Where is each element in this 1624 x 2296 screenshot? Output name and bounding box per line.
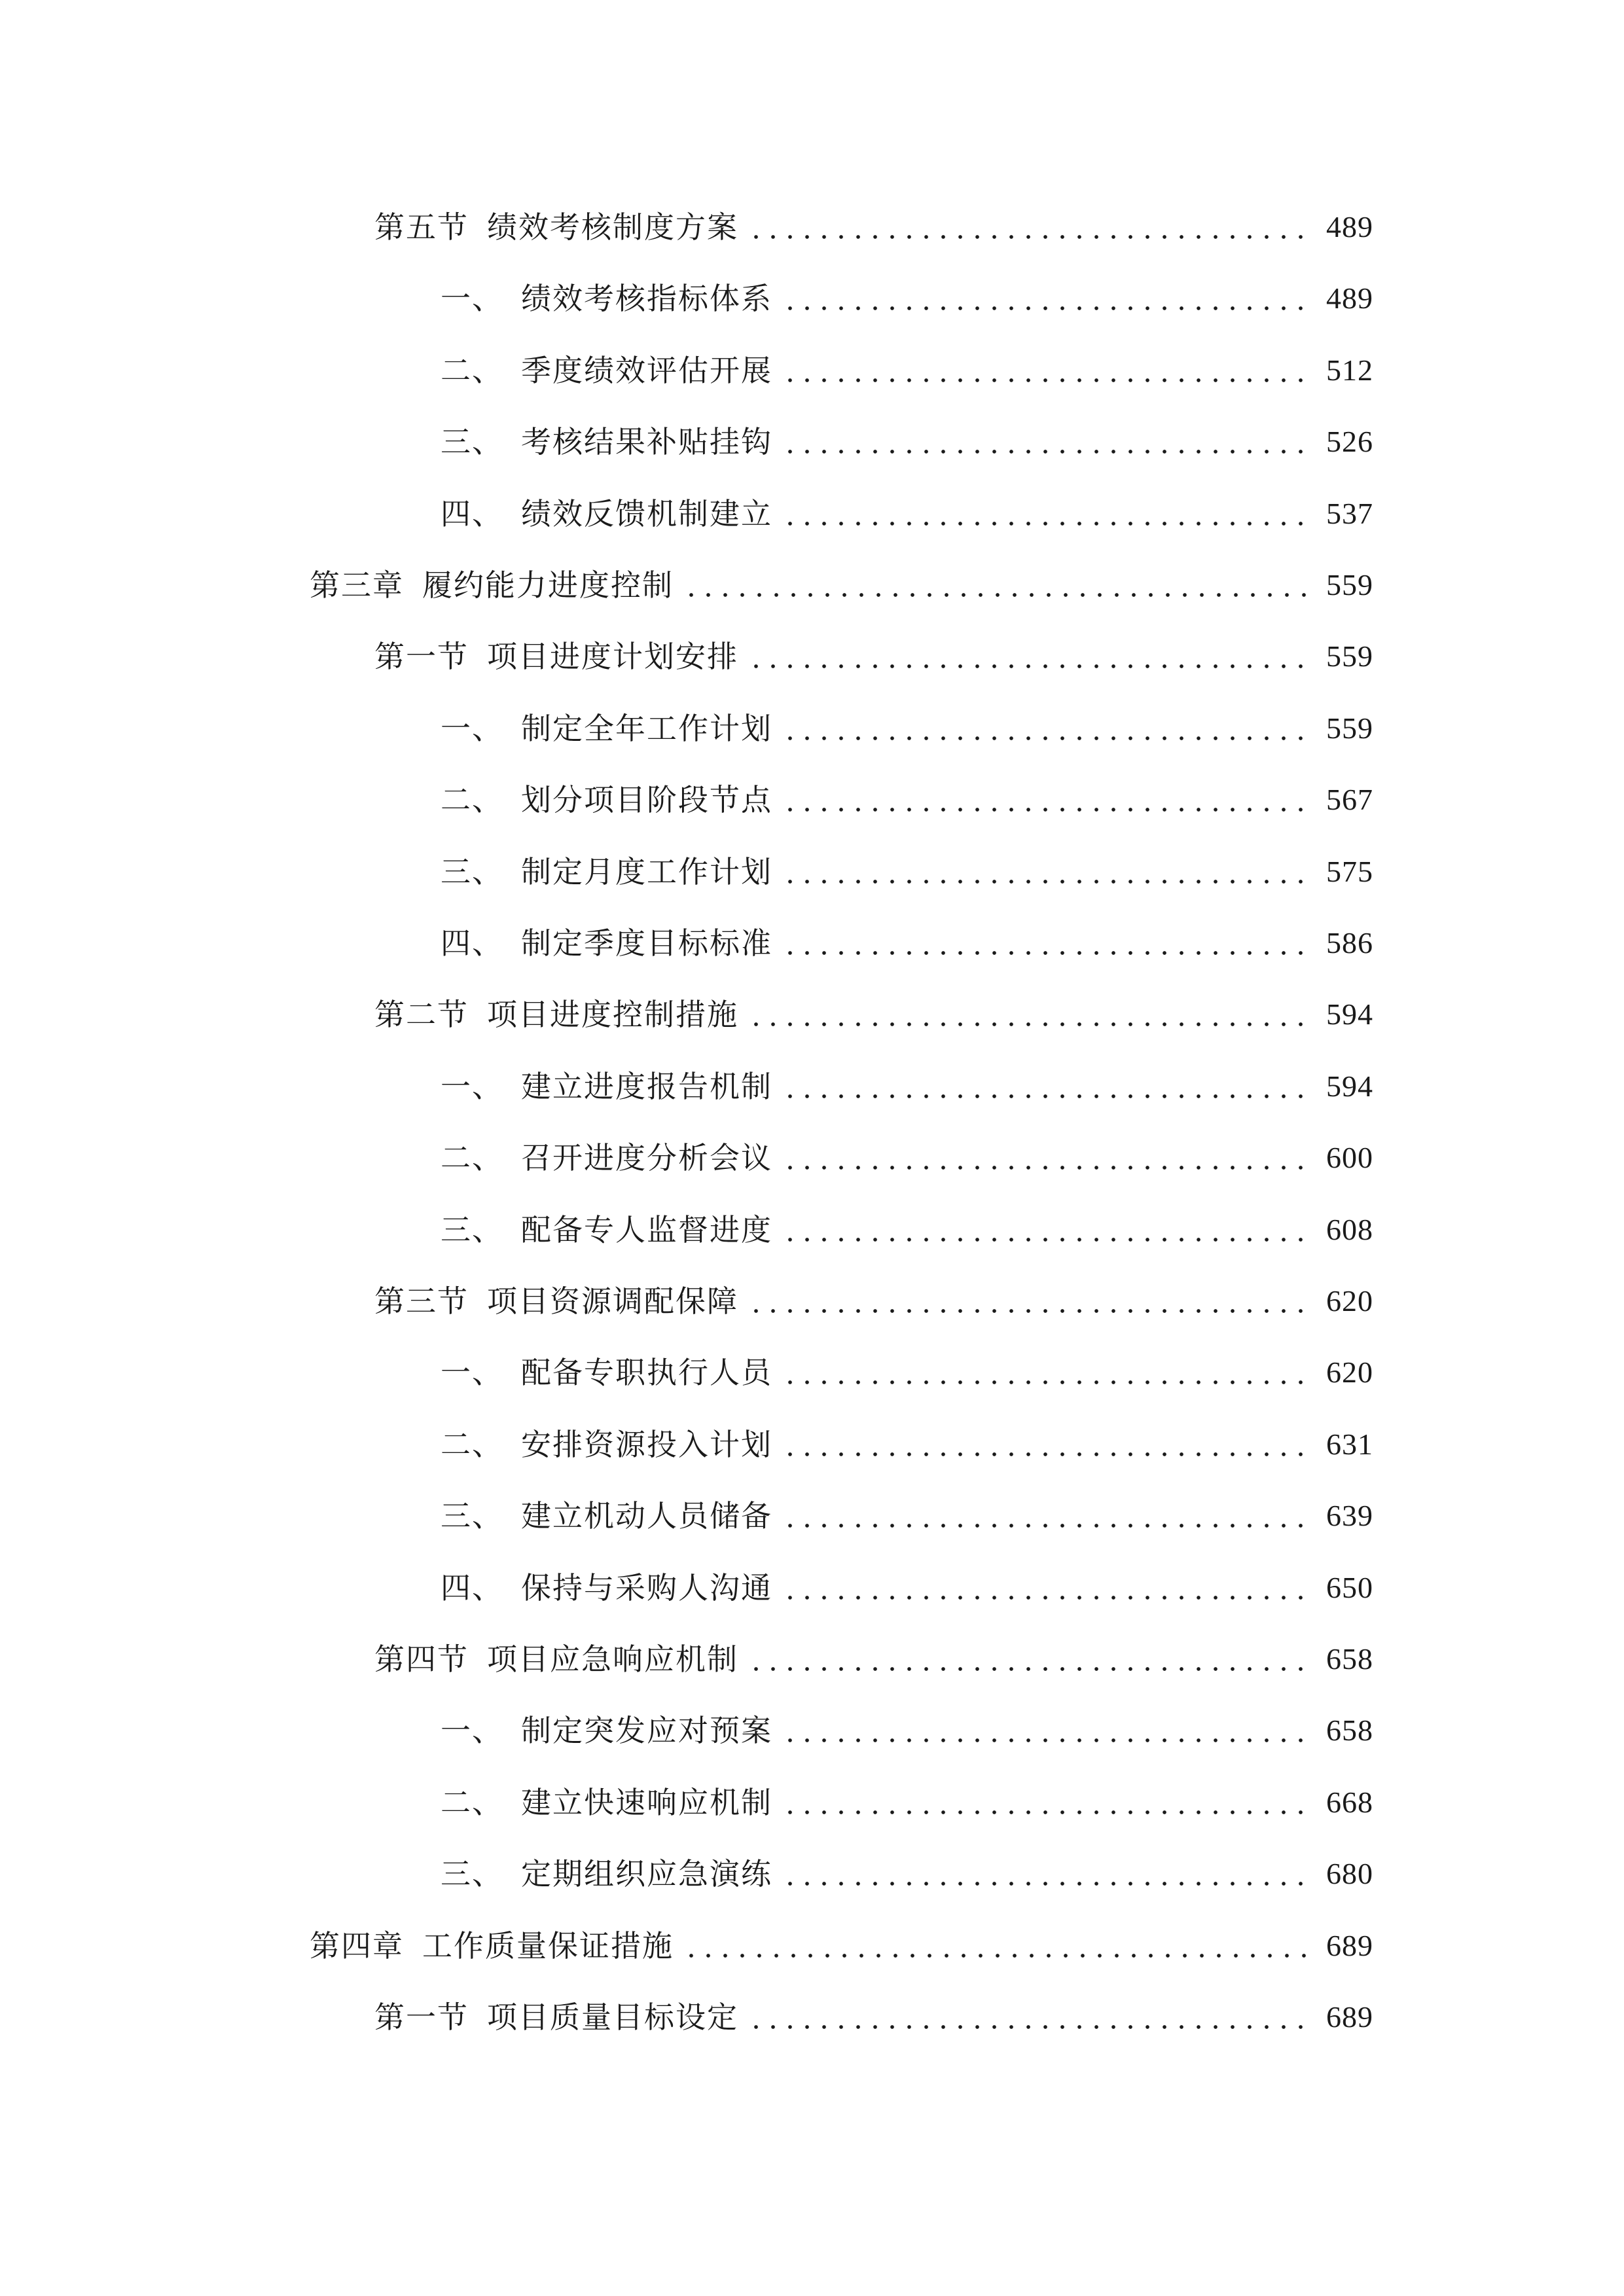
toc-entry-number: 三、 [441,424,503,459]
toc-entry-number: 第五节 [374,209,469,245]
toc-entry-number: 一、 [441,711,503,746]
toc-entry-number: 四、 [441,1570,503,1605]
toc-entry-page-number: 620 [1326,1284,1373,1318]
toc-entry-title: 配备专职执行人员 [521,1355,772,1390]
toc-entry-item[interactable] [441,1204,1373,1256]
toc-entry-title: 绩效考核指标体系 [521,281,772,316]
toc-entry-number: 一、 [441,281,503,316]
toc-dot-leader [782,1776,1312,1829]
toc-entry-section[interactable] [374,201,1373,253]
toc-entry-page-number: 559 [1326,568,1373,601]
toc-entry-item[interactable] [441,917,1373,969]
toc-entry-page-number: 559 [1326,711,1373,745]
toc-entry-title: 配备专人监督进度 [521,1212,772,1247]
toc-entry-item[interactable] [441,702,1373,755]
toc-entry-title: 考核结果补贴挂钩 [521,424,772,459]
toc-entry-page-number: 526 [1326,425,1373,458]
toc-entry-page-number: 639 [1326,1499,1373,1532]
toc-entry-item[interactable] [441,1346,1373,1399]
toc-entry-number: 四、 [441,925,503,961]
toc-entry-item[interactable] [441,416,1373,468]
toc-dot-leader [782,1204,1312,1256]
toc-entry-item[interactable] [441,272,1373,325]
toc-entry-page-number: 689 [1326,2000,1373,2034]
toc-dot-leader [748,1633,1312,1685]
toc-entry-number: 三、 [441,1212,503,1247]
toc-entry-section[interactable] [374,630,1373,683]
toc-entry-item[interactable] [441,846,1373,898]
toc-entry-title: 工作质量保证措施 [422,1928,674,1964]
toc-entry-page-number: 608 [1326,1213,1373,1246]
toc-dot-leader [782,1060,1312,1113]
toc-entry-title: 召开进度分析会议 [521,1140,772,1175]
toc-entry-page-number: 594 [1326,1069,1373,1103]
toc-entry-item[interactable] [441,1132,1373,1184]
toc-entry-title: 建立快速响应机制 [521,1785,772,1820]
toc-entry-title: 安排资源投入计划 [521,1427,772,1462]
toc-entry-title: 绩效考核制度方案 [487,209,738,245]
toc-entry-title: 项目进度控制措施 [487,997,738,1032]
toc-entry-title: 项目资源调配保障 [487,1283,738,1319]
toc-entry-number: 第三章 [310,567,404,603]
toc-entry-item[interactable] [441,1562,1373,1614]
toc-entry-item[interactable] [441,344,1373,397]
toc-dot-leader [782,1848,1312,1900]
toc-entry-number: 三、 [441,1856,503,1892]
toc-entry-section[interactable] [374,988,1373,1041]
toc-entry-number: 第四章 [310,1928,404,1964]
toc-dot-leader [782,344,1312,397]
toc-dot-leader [748,988,1312,1041]
toc-entry-number: 二、 [441,782,503,817]
toc-entry-title: 项目进度计划安排 [487,639,738,674]
toc-entry-page-number: 668 [1326,1785,1373,1819]
toc-dot-leader [782,846,1312,898]
toc-entry-page-number: 658 [1326,1642,1373,1676]
toc-dot-leader [782,1704,1312,1757]
toc-entry-item[interactable] [441,1060,1373,1113]
toc-dot-leader [782,774,1312,826]
toc-dot-leader [782,1132,1312,1184]
toc-entry-number: 第四节 [374,1641,469,1677]
toc-entry-title: 保持与采购人沟通 [521,1570,772,1605]
toc-entry-item[interactable] [441,774,1373,826]
toc-dot-leader [748,630,1312,683]
toc-dot-leader [782,1418,1312,1471]
toc-entry-page-number: 575 [1326,855,1373,888]
toc-entry-page-number: 650 [1326,1571,1373,1604]
toc-dot-leader [782,416,1312,468]
toc-entry-title: 制定季度目标标准 [521,925,772,961]
toc-entry-page-number: 680 [1326,1857,1373,1890]
toc-dot-leader [748,1991,1312,2043]
toc-entry-page-number: 594 [1326,997,1373,1031]
toc-entry-item[interactable] [441,1490,1373,1542]
toc-entry-title: 制定突发应对预案 [521,1713,772,1748]
toc-entry-number: 二、 [441,1427,503,1462]
toc-entry-item[interactable] [441,1848,1373,1900]
toc-entry-title: 建立进度报告机制 [521,1069,772,1104]
toc-dot-leader [748,201,1312,253]
toc-entry-number: 三、 [441,1498,503,1534]
toc-entry-number: 二、 [441,1785,503,1820]
toc-entry-number: 一、 [441,1069,503,1104]
toc-entry-title: 项目质量目标设定 [487,2000,738,2035]
toc-entry-number: 第三节 [374,1283,469,1319]
toc-entry-title: 履约能力进度控制 [422,567,674,603]
toc-dot-leader [748,1275,1312,1327]
toc-entry-item[interactable] [441,1704,1373,1757]
toc-dot-leader [782,272,1312,325]
toc-entry-title: 绩效反馈机制建立 [521,496,772,531]
toc-entry-number: 第一节 [374,639,469,674]
toc-entry-page-number: 489 [1326,281,1373,315]
toc-dot-leader [782,1346,1312,1399]
toc-entry-page-number: 689 [1326,1929,1373,1962]
toc-entry-title: 制定全年工作计划 [521,711,772,746]
toc-entry-chapter[interactable] [310,559,1373,611]
toc-entry-title: 定期组织应急演练 [521,1856,772,1892]
toc-dot-leader [782,917,1312,969]
toc-entry-title: 建立机动人员储备 [521,1498,772,1534]
toc-entry-item[interactable] [441,488,1373,540]
toc-dot-leader [683,559,1312,611]
toc-dot-leader [782,702,1312,755]
toc-entry-section[interactable] [374,1633,1373,1685]
toc-entry-page-number: 512 [1326,353,1373,387]
toc-entry-number: 三、 [441,854,503,889]
toc-entry-number: 一、 [441,1713,503,1748]
toc-entry-section[interactable] [374,1275,1373,1327]
toc-entry-number: 第二节 [374,997,469,1032]
toc-entry-title: 划分项目阶段节点 [521,782,772,817]
toc-entry-title: 季度绩效评估开展 [521,353,772,388]
toc-entry-section[interactable] [374,1991,1373,2043]
toc-dot-leader [782,1562,1312,1614]
toc-entry-page-number: 559 [1326,639,1373,673]
toc-entry-page-number: 658 [1326,1713,1373,1747]
toc-entry-page-number: 567 [1326,783,1373,816]
toc-entry-item[interactable] [441,1776,1373,1829]
toc-entry-page-number: 537 [1326,497,1373,530]
toc-entry-number: 四、 [441,496,503,531]
toc-entry-page-number: 586 [1326,926,1373,960]
toc-entry-chapter[interactable] [310,1920,1373,1972]
toc-entry-page-number: 631 [1326,1427,1373,1461]
toc-dot-leader [782,488,1312,540]
toc-entry-page-number: 489 [1326,210,1373,243]
toc-entry-item[interactable] [441,1418,1373,1471]
toc-dot-leader [782,1490,1312,1542]
toc-entry-title: 制定月度工作计划 [521,854,772,889]
toc-entry-page-number: 600 [1326,1141,1373,1174]
toc-entry-number: 二、 [441,353,503,388]
toc-entry-page-number: 620 [1326,1355,1373,1389]
toc-entry-number: 第一节 [374,2000,469,2035]
toc-entry-number: 二、 [441,1140,503,1175]
toc-entry-title: 项目应急响应机制 [487,1641,738,1677]
toc-entry-number: 一、 [441,1355,503,1390]
toc-dot-leader [683,1920,1312,1972]
